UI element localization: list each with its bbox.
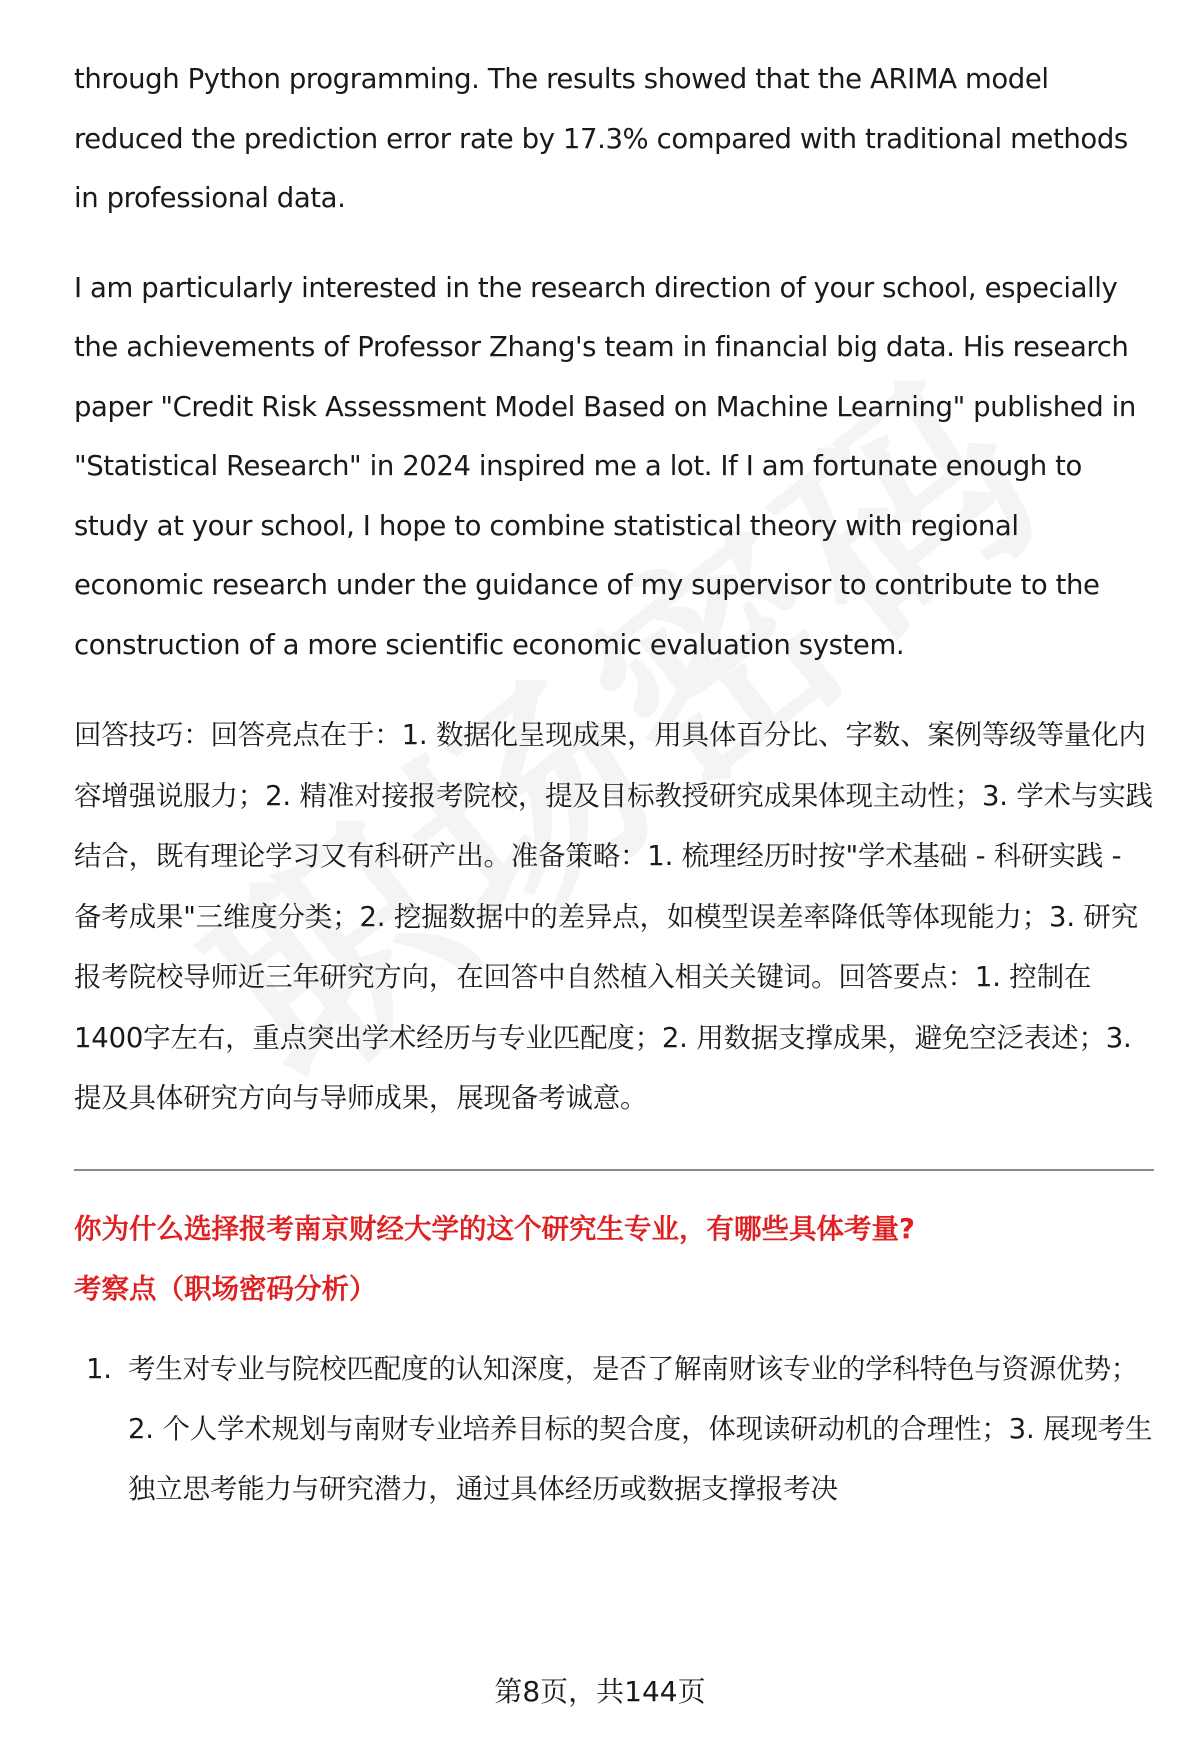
body-paragraph: I am particularly interested in the research direction of your school, especially the achievements of Professor Zhang's team in financial big data. His research paper "Credit Risk Assessment Model Based on Machine Learning" published in "Statistical Research" in 2024 inspired me a lot. If I am fortunate enough to study at your school, I hope to combine statistical theory with regional economic research under the guidance of my supervisor to contribute to the construction of a more scientific economic evaluation system.	[74, 271, 1136, 661]
analysis-subheading: 考察点（职场密码分析）	[74, 1272, 377, 1305]
page-number-footer: 第8页，共144页	[494, 1675, 706, 1708]
analysis-list	[74, 1339, 1154, 1519]
list-item-text: 考生对专业与院校匹配度的认知深度，是否了解南财该专业的学科特色与资源优势；2. 个人学术规划与南财专业培养目标的契合度，体现读研动机的合理性；3. 展现考生独立思考能力与研究潜力，通过具体经历或数据支撑报考决	[128, 1352, 1153, 1505]
page-content	[74, 50, 1154, 1519]
section-divider	[74, 1169, 1154, 1171]
body-paragraph: through Python programming. The results showed that the ARIMA model reduced the prediction error rate by 17.3% compared with traditional methods in professional data.	[74, 63, 1128, 214]
list-item-number: 1.	[86, 1352, 112, 1385]
interview-question: 你为什么选择报考南京财经大学的这个研究生专业，有哪些具体考量?	[74, 1212, 915, 1245]
list-item	[74, 1339, 1154, 1519]
answer-tips-paragraph: 回答技巧：回答亮点在于：1. 数据化呈现成果，用具体百分比、字数、案例等级等量化内容增强说服力；2. 精准对接报考院校，提及目标教授研究成果体现主动性；3. 学术与实践结合，既有理论学习又有科研产出。准备策略：1. 梳理经历时按"学术基础 - 科研实践 - 备考成果"三维度分类；2. 挖掘数据中的差异点，如模型误差率降低等体现能力；3. 研究报考院校导师近三年研究方向，在回答中自然植入相关关键词。回答要点：1. 控制在1400字左右，重点突出学术经历与专业匹配度；2. 用数据支撑成果，避免空泛表述；3. 提及具体研究方向与导师成果，展现备考诚意。	[74, 719, 1153, 1114]
